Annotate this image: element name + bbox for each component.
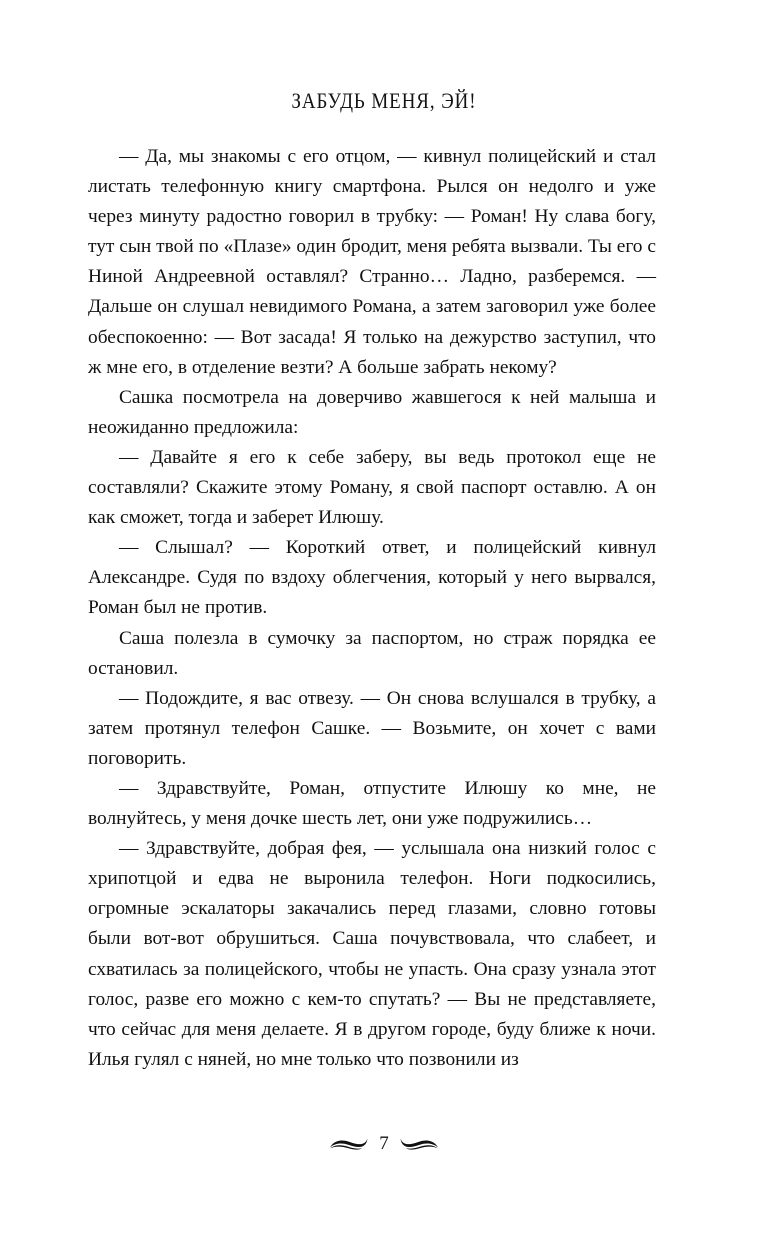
body-text-block [88, 142, 656, 1075]
paragraph: — Давайте я его к себе заберу, вы ведь протокол еще не составляли? Скажите этому Роману, я свой паспорт оставлю. А он как сможет, тогда и заберет Илюшу. [88, 446, 656, 529]
paragraph: Сашка посмотрела на доверчиво жавшегося к ней малыша и неожиданно предложила: [88, 386, 656, 438]
page-number: 7 [379, 1133, 389, 1154]
paragraph: — Здравствуйте, добрая фея, — услышала она низкий голос с хрипотцой и едва не выронила телефон. Ноги подкосились, огромные эскалаторы закачались перед глазами, словно готовы были вот-вот обрушиться. Саша почувствовала, что слабеет, и схватилась за полицейского, чтобы не упасть. Она сразу узнала этот голос, разве его можно с кем-то спутать? — Вы не представляете, что сейчас для меня делаете. Я в другом городе, буду ближе к ночи. Илья гулял с няней, но мне только что позвонили из [88, 838, 656, 1070]
page-footer [0, 1134, 768, 1153]
swash-flourish-left-icon [328, 1135, 370, 1153]
paragraph: Саша полезла в сумочку за паспортом, но страж порядка ее остановил. [88, 627, 656, 679]
chapter-title: ЗАБУДЬ МЕНЯ, ЭЙ! [291, 88, 477, 113]
paragraph: — Подождите, я вас отвезу. — Он снова вслушался в трубку, а затем протянул телефон Сашке. — Возьмите, он хочет с вами поговорить. [88, 687, 656, 769]
paragraph: — Здравствуйте, Роман, отпустите Илюшу ко мне, не волнуйтесь, у меня дочке шесть лет, они уже подружились… [88, 777, 656, 830]
paragraph: — Да, мы знакомы с его отцом, — кивнул полицейский и стал листать телефонную книгу смартфона. Рылся он недолго и уже через минуту радостно говорил в трубку: — Роман! Ну слава богу, тут сын твой по «Плазе» один бродит, меня ребята вызвали. Ты его с Ниной Андреевной оставлял? Странно… Ладно, разберемся. — Дальше он слушал невидимого Романа, а затем заговорил уже более обеспокоенно: — Вот засада! Я только на дежурство заступил, что ж мне его, в отделение везти? А больше забрать некому? [88, 146, 656, 378]
swash-flourish-right-icon [398, 1135, 440, 1153]
paragraph: — Слышал? — Короткий ответ, и полицейский кивнул Александре. Судя по вздоху облегчения, который у него вырвался, Роман был не против. [88, 537, 656, 619]
